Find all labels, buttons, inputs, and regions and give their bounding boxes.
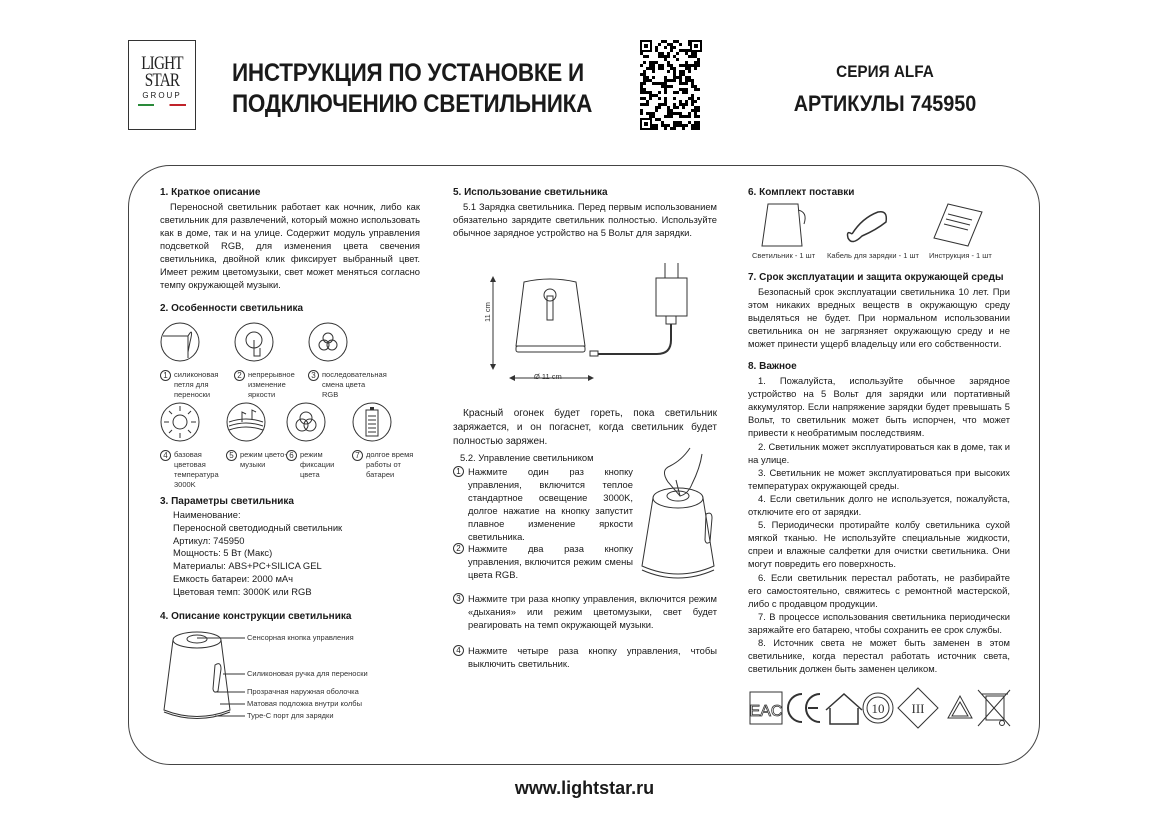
- website-link[interactable]: www.lightstar.ru: [514, 778, 655, 798]
- feature-item: [308, 322, 387, 400]
- features-grid: [160, 322, 420, 492]
- ce-icon: [788, 694, 820, 722]
- logo-line3: GROUP: [142, 91, 182, 100]
- class-iii-icon: [898, 688, 938, 728]
- section-1: [160, 186, 420, 291]
- step-text: Нажмите три раза кнопку управления, включится режим «дыхания» или режим цветомузыки, свет будет реагировать на темп окружающей музыки.: [468, 593, 717, 630]
- feature-number: 1: [160, 370, 171, 381]
- section-3: [160, 495, 420, 599]
- callout-touch-button: Сенсорная кнопка управления: [247, 633, 354, 642]
- article-label: АРТИКУЛЫ 745950: [793, 91, 977, 116]
- section-heading: 6. Комплект поставки: [748, 187, 855, 198]
- logo-line2: STAR: [144, 70, 180, 91]
- indoor-house-icon: [826, 694, 862, 724]
- feature-item: [352, 402, 424, 480]
- series-label: СЕРИЯ ALFA: [836, 62, 934, 81]
- important-item: 6. Если светильник перестал работать, не разбирайте его самостоятельно, свяжитесь с ремонтной мастерской, либо с продавцом продукции.: [748, 571, 1010, 609]
- lamp-item-icon: [762, 204, 805, 246]
- feature-item: [286, 402, 358, 480]
- recycle-icon: [948, 696, 972, 718]
- feature-number: 7: [352, 450, 363, 461]
- section-6: [748, 186, 1010, 200]
- section-heading: 8. Важное: [748, 361, 797, 372]
- section-heading: 4. Описание конструкции светильника: [160, 611, 352, 622]
- section-heading: 1. Краткое описание: [160, 187, 261, 198]
- step-text: Нажмите один раз кнопку управления, включится теплое стандартное освещение 3000K, долгое нажатие на кнопку запустит плавное изменение яркости светильника.: [468, 466, 633, 542]
- feature-number: 4: [160, 450, 171, 461]
- loop-icon: [160, 322, 200, 362]
- feature-number: 2: [234, 370, 245, 381]
- callout-outer-shell: Прозрачная наружная оболочка: [247, 687, 359, 696]
- package-item-cable: Кабель для зарядки - 1 шт: [827, 251, 919, 260]
- sun-icon: [160, 402, 200, 442]
- music-icon: [226, 402, 266, 442]
- svg-text:10: 10: [871, 701, 885, 716]
- parameter-line: Цветовая темп: 3000K или RGB: [173, 585, 312, 597]
- parameter-line: Наименование:: [173, 509, 241, 520]
- step-3: [453, 592, 717, 631]
- callout-lines: [195, 630, 245, 725]
- indicator-text: Красный огонек будет гореть, пока светильник заряжается, и он погаснет, когда светильник будет полностью заряжен.: [453, 408, 717, 447]
- step-number: 1: [453, 466, 464, 477]
- feature-label: режим фиксации цвета: [300, 450, 335, 479]
- charging-text: 5.1 Зарядка светильника. Перед первым использованием обязательно зарядите светильник полностью. Используйте обычное зарядное устройство на 5 Вольт для зарядки.: [453, 201, 717, 238]
- feature-item: [160, 402, 232, 490]
- battery-icon: [352, 402, 392, 442]
- hand-pressing-lamp-illustration: [640, 448, 720, 583]
- section-heading: 5. Использование светильника: [453, 187, 608, 198]
- certification-marks: [748, 686, 1013, 732]
- italian-flag-stripe: [138, 104, 186, 106]
- feature-label: силиконовая петля для переноски: [174, 370, 219, 399]
- callout-inner-base: Матовая подложка внутри колбы: [247, 699, 362, 708]
- touch-icon: [234, 322, 274, 362]
- step-number: 3: [453, 593, 464, 604]
- section-heading: 2. Особенности светильника: [160, 303, 304, 314]
- step-1: [453, 465, 633, 543]
- svg-text:EAC: EAC: [749, 703, 783, 720]
- warranty-10-icon: [863, 693, 893, 723]
- important-item: 3. Светильник не может эксплуатироваться при высоких температурах окружающей среды.: [748, 466, 1010, 491]
- parameter-line: Артикул: 745950: [173, 534, 245, 546]
- section-8: [748, 360, 1010, 675]
- svg-text:III: III: [911, 701, 925, 716]
- callout-handle: Силиконовая ручка для переноски: [247, 669, 368, 678]
- diameter-dimension: Ø 11 cm: [534, 372, 562, 381]
- no-trash-bin-icon: [978, 690, 1010, 726]
- color-fix-icon: [286, 402, 326, 442]
- step-4: [453, 644, 717, 670]
- feature-number: 6: [286, 450, 297, 461]
- feature-label: долгое время работы от батареи: [366, 450, 414, 479]
- feature-item: [160, 322, 232, 400]
- subsection-heading: 5.2. Управление светильником: [460, 452, 594, 463]
- feature-number: 5: [226, 450, 237, 461]
- lightstar-logo: [128, 40, 196, 130]
- page-title: [232, 58, 592, 120]
- section-2: [160, 302, 420, 316]
- section-heading: 3. Параметры светильника: [160, 496, 294, 507]
- important-item: 7. В процессе использования светильника периодически заряжайте его батарею, чтобы сохранить ее срок службы.: [748, 610, 1010, 635]
- charging-indicator-text: [453, 407, 717, 449]
- height-dimension: 11 cm: [483, 302, 492, 322]
- feature-item: [234, 322, 306, 400]
- important-item: 8. Источник света не может быть заменен в этом светильнике, когда перестал работать источник света, светильник должен быть заменен целиком.: [748, 636, 1010, 675]
- feature-number: 3: [308, 370, 319, 381]
- feature-label: последовательная смена цвета RGB: [322, 370, 387, 399]
- charging-diagram: [480, 258, 690, 388]
- step-number: 2: [453, 543, 464, 554]
- package-item-lamp: Светильник - 1 шт: [752, 251, 816, 260]
- logo-line1: LIGHT: [141, 53, 183, 74]
- qr-code[interactable]: [640, 40, 702, 130]
- step-text: Нажмите четыре раза кнопку управления, чтобы выключить светильник.: [468, 645, 717, 669]
- package-item-manual: Инструкция - 1 шт: [929, 251, 992, 260]
- section-7: [748, 271, 1010, 350]
- package-contents-illustration: [760, 200, 1010, 250]
- important-item: 4. Если светильник долго не используется, пожалуйста, отключите его от зарядки.: [748, 492, 1010, 518]
- section-text: Безопасный срок эксплуатации светильника 10 лет. При этом никаких вредных веществ в окружающую среду выделяться не будет. При нормальном использовании светильника он не загрязняет окружающую среду и не может принести ущерб владельцу или его собственности.: [748, 286, 1010, 349]
- rgb-icon: [308, 322, 348, 362]
- feature-label: режим цвето- музыки: [240, 450, 287, 469]
- parameter-line: Емкость батареи: 2000 мАч: [173, 572, 294, 584]
- section-4: [160, 610, 420, 624]
- callout-typec-port: Type-C порт для зарядки: [247, 711, 334, 720]
- parameter-line: Мощность: 5 Вт (Макс): [173, 547, 273, 559]
- feature-label: базовая цветовая температура 3000K: [174, 450, 219, 489]
- title-line1: ИНСТРУКЦИЯ ПО УСТАНОВКЕ И: [232, 59, 584, 87]
- title-line2: ПОДКЛЮЧЕНИЮ СВЕТИЛЬНИКА: [232, 90, 593, 118]
- step-number: 4: [453, 645, 464, 656]
- step-2: [453, 542, 633, 581]
- parameter-line: Переносной светодиодный светильник: [173, 521, 343, 533]
- feature-label: непрерывное изменение яркости: [248, 370, 295, 399]
- cable-item-icon: [848, 212, 887, 242]
- manual-item-icon: [934, 204, 982, 246]
- section-heading: 7. Срок эксплуатации и защита окружающей среды: [748, 272, 1004, 283]
- eac-icon: [750, 692, 783, 724]
- parameter-line: Материалы: ABS+PC+SILICA GEL: [173, 560, 322, 572]
- important-item: 2. Светильник может эксплуатироваться как в доме, так и на улице.: [748, 440, 1010, 465]
- step-text: Нажмите два раза кнопку управления, включится режим смены цвета RGB.: [468, 543, 633, 580]
- section-5: [453, 186, 717, 239]
- important-item: 1. Пожалуйста, используйте обычное зарядное устройство на 5 Вольт для зарядки или портативный аккумулятор. Если напряжение зарядки будет превышать 5 Вольт, то светильник может быть испорчен, что может привести к необратимым последствиям.: [748, 375, 1010, 439]
- section-text: Переносной светильник работает как ночник, либо как светильник для развлечений, который можно использовать как в доме, так и на улице. Содержит модуль управления подсветкой RGB, для изменения цвета свечения светильника, двойной клик фиксирует выбранный цвет. Имеет режим цветомузыки, свет может меняться согласно темпу окружающей музыки.: [160, 201, 420, 290]
- important-item: 5. Периодически протирайте колбу светильника сухой мягкой тканью. Не используйте специальные жидкости, спреи и влажные салфетки для очистки светильника. Они могут повредить его поверхность.: [748, 519, 1010, 570]
